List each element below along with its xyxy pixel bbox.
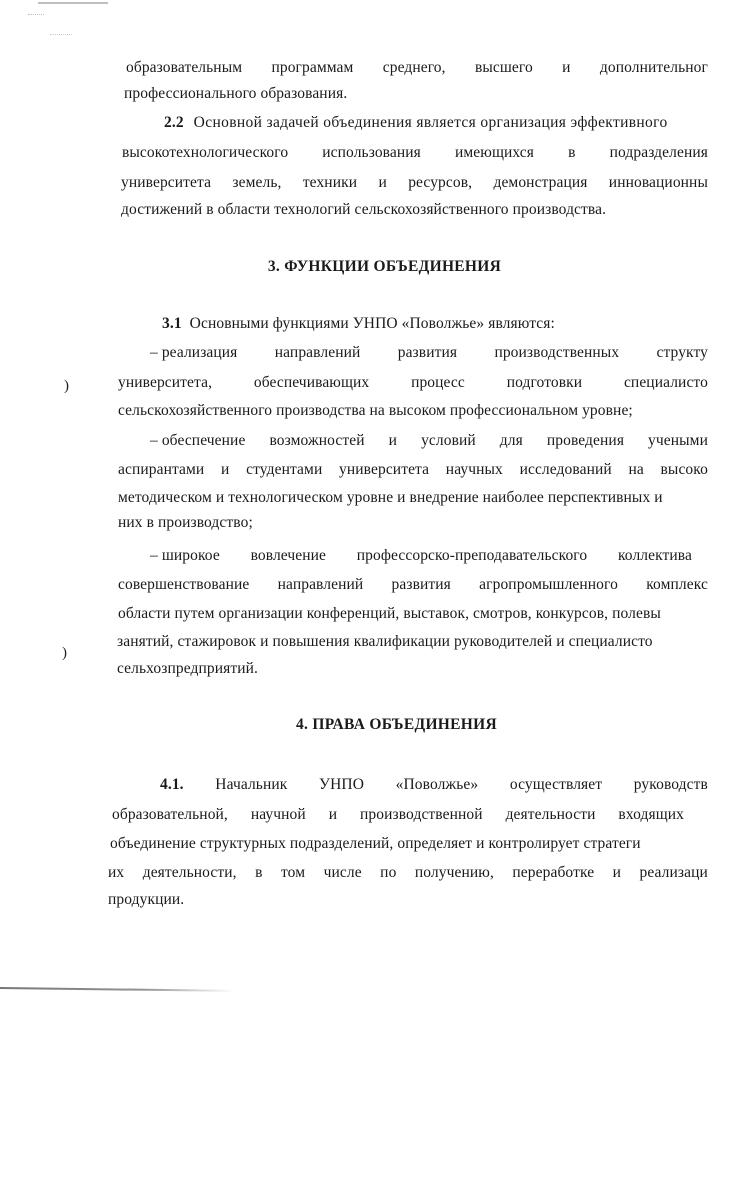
text-line — [121, 173, 708, 193]
word: имеющихся — [455, 144, 535, 161]
word: программам — [271, 59, 354, 76]
word: направлений — [277, 576, 364, 593]
word: высшего — [474, 59, 533, 76]
text-line — [150, 546, 692, 566]
text-line: области путем организации конференций, выставок, смотров, конкурсов, полевы — [118, 605, 661, 622]
word: дополнительног — [599, 59, 708, 76]
word: инновационны — [608, 174, 708, 191]
word: научной — [250, 806, 306, 823]
word: входящих — [618, 806, 684, 823]
paragraph-number: 3.1 — [162, 315, 182, 332]
word: в — [568, 144, 576, 161]
word: условий — [421, 432, 476, 449]
section-heading: 3. ФУНКЦИИ ОБЪЕДИНЕНИЯ — [267, 258, 502, 275]
word: высокотехнологического — [122, 144, 289, 161]
word: и — [562, 59, 571, 76]
text-line — [126, 58, 708, 78]
word: использования — [322, 144, 421, 161]
word: совершенствование — [118, 576, 250, 593]
word: в — [255, 864, 263, 881]
word: студентами — [246, 461, 323, 478]
word: – обеспечение — [150, 432, 246, 449]
word: и — [221, 461, 230, 478]
word: профессорско-преподавательского — [356, 547, 588, 564]
text-line: объединение структурных подразделений, определяет и контролирует стратеги — [110, 835, 641, 852]
word: агропромышленного — [479, 576, 618, 593]
text-line — [118, 373, 708, 393]
text-line — [122, 143, 708, 163]
paragraph-number: 2.2 — [164, 114, 184, 131]
word: коллектива — [617, 547, 692, 564]
word: производственных — [494, 344, 620, 361]
word: том — [281, 864, 306, 881]
word: среднего, — [382, 59, 446, 76]
word: производственной — [360, 806, 483, 823]
section-heading: 4. ПРАВА ОБЪЕДИНЕНИЯ — [296, 716, 497, 733]
text-line: достижений в области технологий сельскохозяйственного производства. — [121, 201, 607, 218]
word: и — [378, 174, 387, 191]
word: комплекс — [646, 576, 708, 593]
word: университета, — [118, 374, 213, 391]
word: Начальник — [215, 776, 288, 793]
word: – реализация — [150, 344, 238, 361]
text-line — [118, 460, 708, 480]
text-line: сельхозпредприятий. — [117, 660, 258, 677]
word: УНПО — [319, 776, 364, 793]
word: проведения — [546, 432, 625, 449]
word: и — [388, 432, 398, 449]
word: и — [612, 864, 622, 881]
word: структу — [656, 344, 708, 361]
paragraph-first-line — [162, 314, 708, 334]
word: – широкое — [150, 547, 220, 564]
margin-mark: ) — [64, 378, 69, 394]
word: возможностей — [269, 432, 365, 449]
word: для — [499, 432, 523, 449]
word: их — [108, 864, 125, 881]
word: учеными — [648, 432, 708, 449]
word: высоко — [660, 461, 708, 478]
word: научных — [445, 461, 503, 478]
text-line: сельскохозяйственного производства на высоком профессиональном уровне; — [118, 402, 633, 419]
text-line: них в производство; — [118, 514, 253, 531]
text-line — [150, 431, 708, 451]
text-line: методическом и технологическом уровне и внедрение наиболее перспективных и — [118, 489, 663, 506]
margin-mark: ) — [62, 645, 67, 661]
word: деятельности, — [142, 864, 237, 881]
word: ресурсов, — [408, 174, 473, 191]
word: получению, — [414, 864, 494, 881]
paragraph-text: Основной задачей объединения является организация эффективного — [193, 114, 668, 131]
word: подготовки — [506, 374, 583, 391]
word: на — [628, 461, 644, 478]
word: реализаци — [639, 864, 708, 881]
word: техники — [302, 174, 358, 191]
text-line — [150, 343, 708, 363]
word: руководств — [633, 776, 708, 793]
word: демонстрация — [493, 174, 588, 191]
paragraph-first-line — [160, 775, 708, 795]
word: исследований — [519, 461, 612, 478]
text-line: продукции. — [108, 891, 185, 908]
word: развития — [391, 576, 451, 593]
word: специалисто — [623, 374, 708, 391]
word: направлений — [274, 344, 361, 361]
word: по — [380, 864, 397, 881]
word: развития — [397, 344, 458, 361]
word: и — [328, 806, 338, 823]
text-line — [118, 575, 708, 595]
word: подразделения — [609, 144, 708, 161]
word: «Поволжье» — [395, 776, 479, 793]
word: аспирантами — [118, 461, 205, 478]
text-line: профессионального образования. — [124, 85, 348, 102]
word: деятельности — [505, 806, 596, 823]
text-line — [112, 805, 684, 825]
word: земель, — [232, 174, 282, 191]
word: университета — [121, 174, 212, 191]
paragraph-number: 4.1. — [160, 776, 184, 793]
word: числе — [323, 864, 362, 881]
paragraph-first-line — [164, 113, 710, 133]
word: вовлечение — [250, 547, 327, 564]
word: переработке — [512, 864, 595, 881]
paragraph-text: Основными функциями УНПО «Поволжье» являются: — [189, 315, 555, 332]
word: осуществляет — [509, 776, 603, 793]
word: образовательной, — [112, 806, 228, 823]
text-line: занятий, стажировок и повышения квалификации руководителей и специалисто — [117, 633, 653, 650]
word: университета — [339, 461, 430, 478]
word: образовательным — [126, 59, 243, 76]
word: обеспечивающих — [253, 374, 370, 391]
text-line — [108, 863, 708, 883]
word: процесс — [411, 374, 465, 391]
